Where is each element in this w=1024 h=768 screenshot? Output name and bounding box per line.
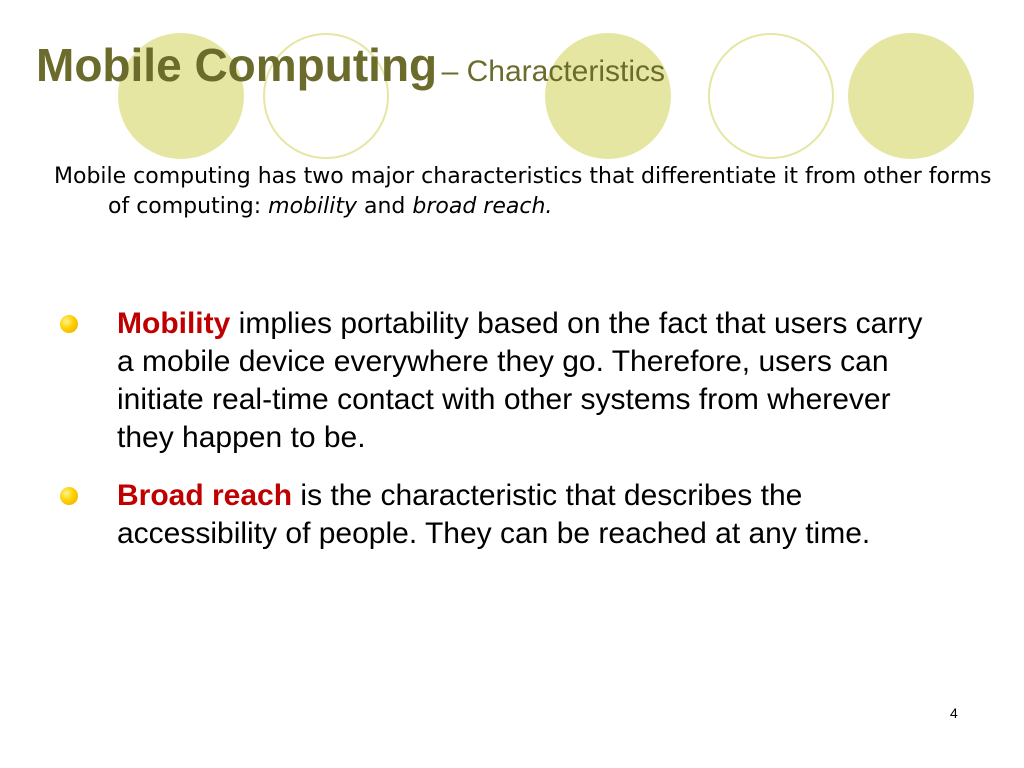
bullet-text: implies portability based on the fact that users carry a mobile device everywhere they go. Therefore, users can initiate real-time contact with other systems from wherever they happen to be. <box>117 307 923 454</box>
bullet-text: is the characteristic that describes the accessibility of people. They can be reached at any time. <box>117 479 871 550</box>
decorative-circle-4 <box>708 33 834 159</box>
bullet-item-broad-reach <box>117 477 947 553</box>
intro-text: Mobile computing has two major characteristics that differentiate it from other forms of computing: <box>54 164 992 219</box>
slide-title-main: Mobile Computing <box>36 39 438 91</box>
bullet-item-mobility <box>117 305 947 457</box>
page-number: 4 <box>950 705 958 721</box>
intro-term-mobility: mobility <box>268 194 357 219</box>
decorative-circle-5 <box>848 33 974 159</box>
bullet-dot-icon <box>60 315 78 333</box>
slide-title <box>36 39 666 91</box>
bullet-term: Broad reach <box>117 479 293 512</box>
bullet-term: Mobility <box>117 307 231 340</box>
slide-title-sub: – Characteristics <box>441 55 666 88</box>
intro-term-broad-reach: broad reach. <box>412 194 553 219</box>
bullet-dot-icon <box>60 487 78 505</box>
intro-paragraph <box>54 162 994 222</box>
intro-connector: and <box>357 194 413 219</box>
